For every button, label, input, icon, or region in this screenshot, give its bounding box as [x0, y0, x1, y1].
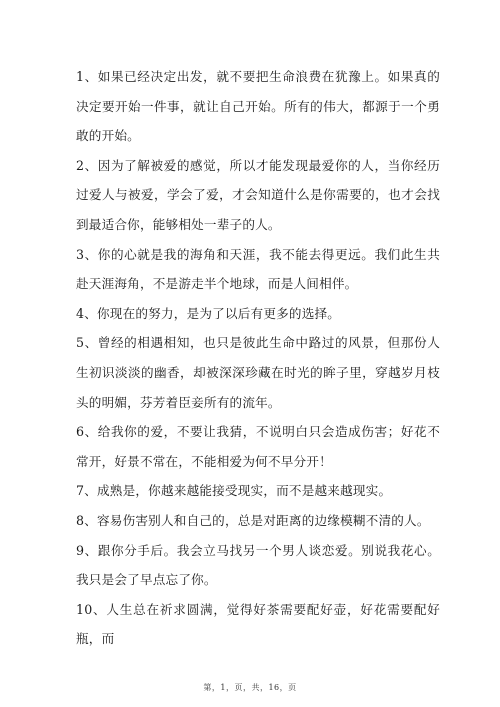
- paragraph-5: 5、曾经的相遇相知，也只是彼此生命中路过的风景，但那份人生初识淡淡的幽香，却被深深珍藏在时光的眸子里，穿越岁月枝头的明媚，芬芳着臣妾所有的流年。: [76, 335, 440, 410]
- paragraph-4: 4、你现在的努力，是为了以后有更多的选择。: [76, 305, 341, 321]
- document-body: [76, 62, 440, 654]
- paragraph-3: 3、你的心就是我的海角和天涯，我不能去得更远。我们此生共赴天涯海角，不是游走半个地球，而是人间相伴。: [76, 246, 440, 292]
- paragraph-9: 9、跟你分手后。我会立马找另一个男人谈恋爱。别说我花心。我只是会了早点忘了你。: [76, 542, 440, 588]
- page-number-footer: 第，1，页，共，16，页: [203, 683, 297, 692]
- paragraph-1: 1、如果已经决定出发，就不要把生命浪费在犹豫上。如果真的决定要开始一件事，就让自己开始。所有的伟大，都源于一个勇敢的开始。: [76, 69, 440, 144]
- paragraph-6: 6、给我你的爱，不要让我猜，不说明白只会造成伤害；好花不常开，好景不常在，不能相爱为何不早分开！: [76, 424, 440, 469]
- paragraph-7: 7、成熟是，你越来越能接受现实，而不是越来越现实。: [76, 483, 392, 499]
- paragraph-10: 10、人生总在祈求圆满，觉得好茶需要配好壶，好花需要配好瓶，而: [76, 601, 440, 647]
- paragraph-2: 2、因为了解被爱的感觉，所以才能发现最爱你的人，当你经历过爱人与被爱，学会了爱，才会知道什么是你需要的，也才会找到最适合你，能够相处一辈子的人。: [76, 157, 440, 232]
- paragraph-8: 8、容易伤害别人和自己的，总是对距离的边缘模糊不清的人。: [76, 512, 430, 528]
